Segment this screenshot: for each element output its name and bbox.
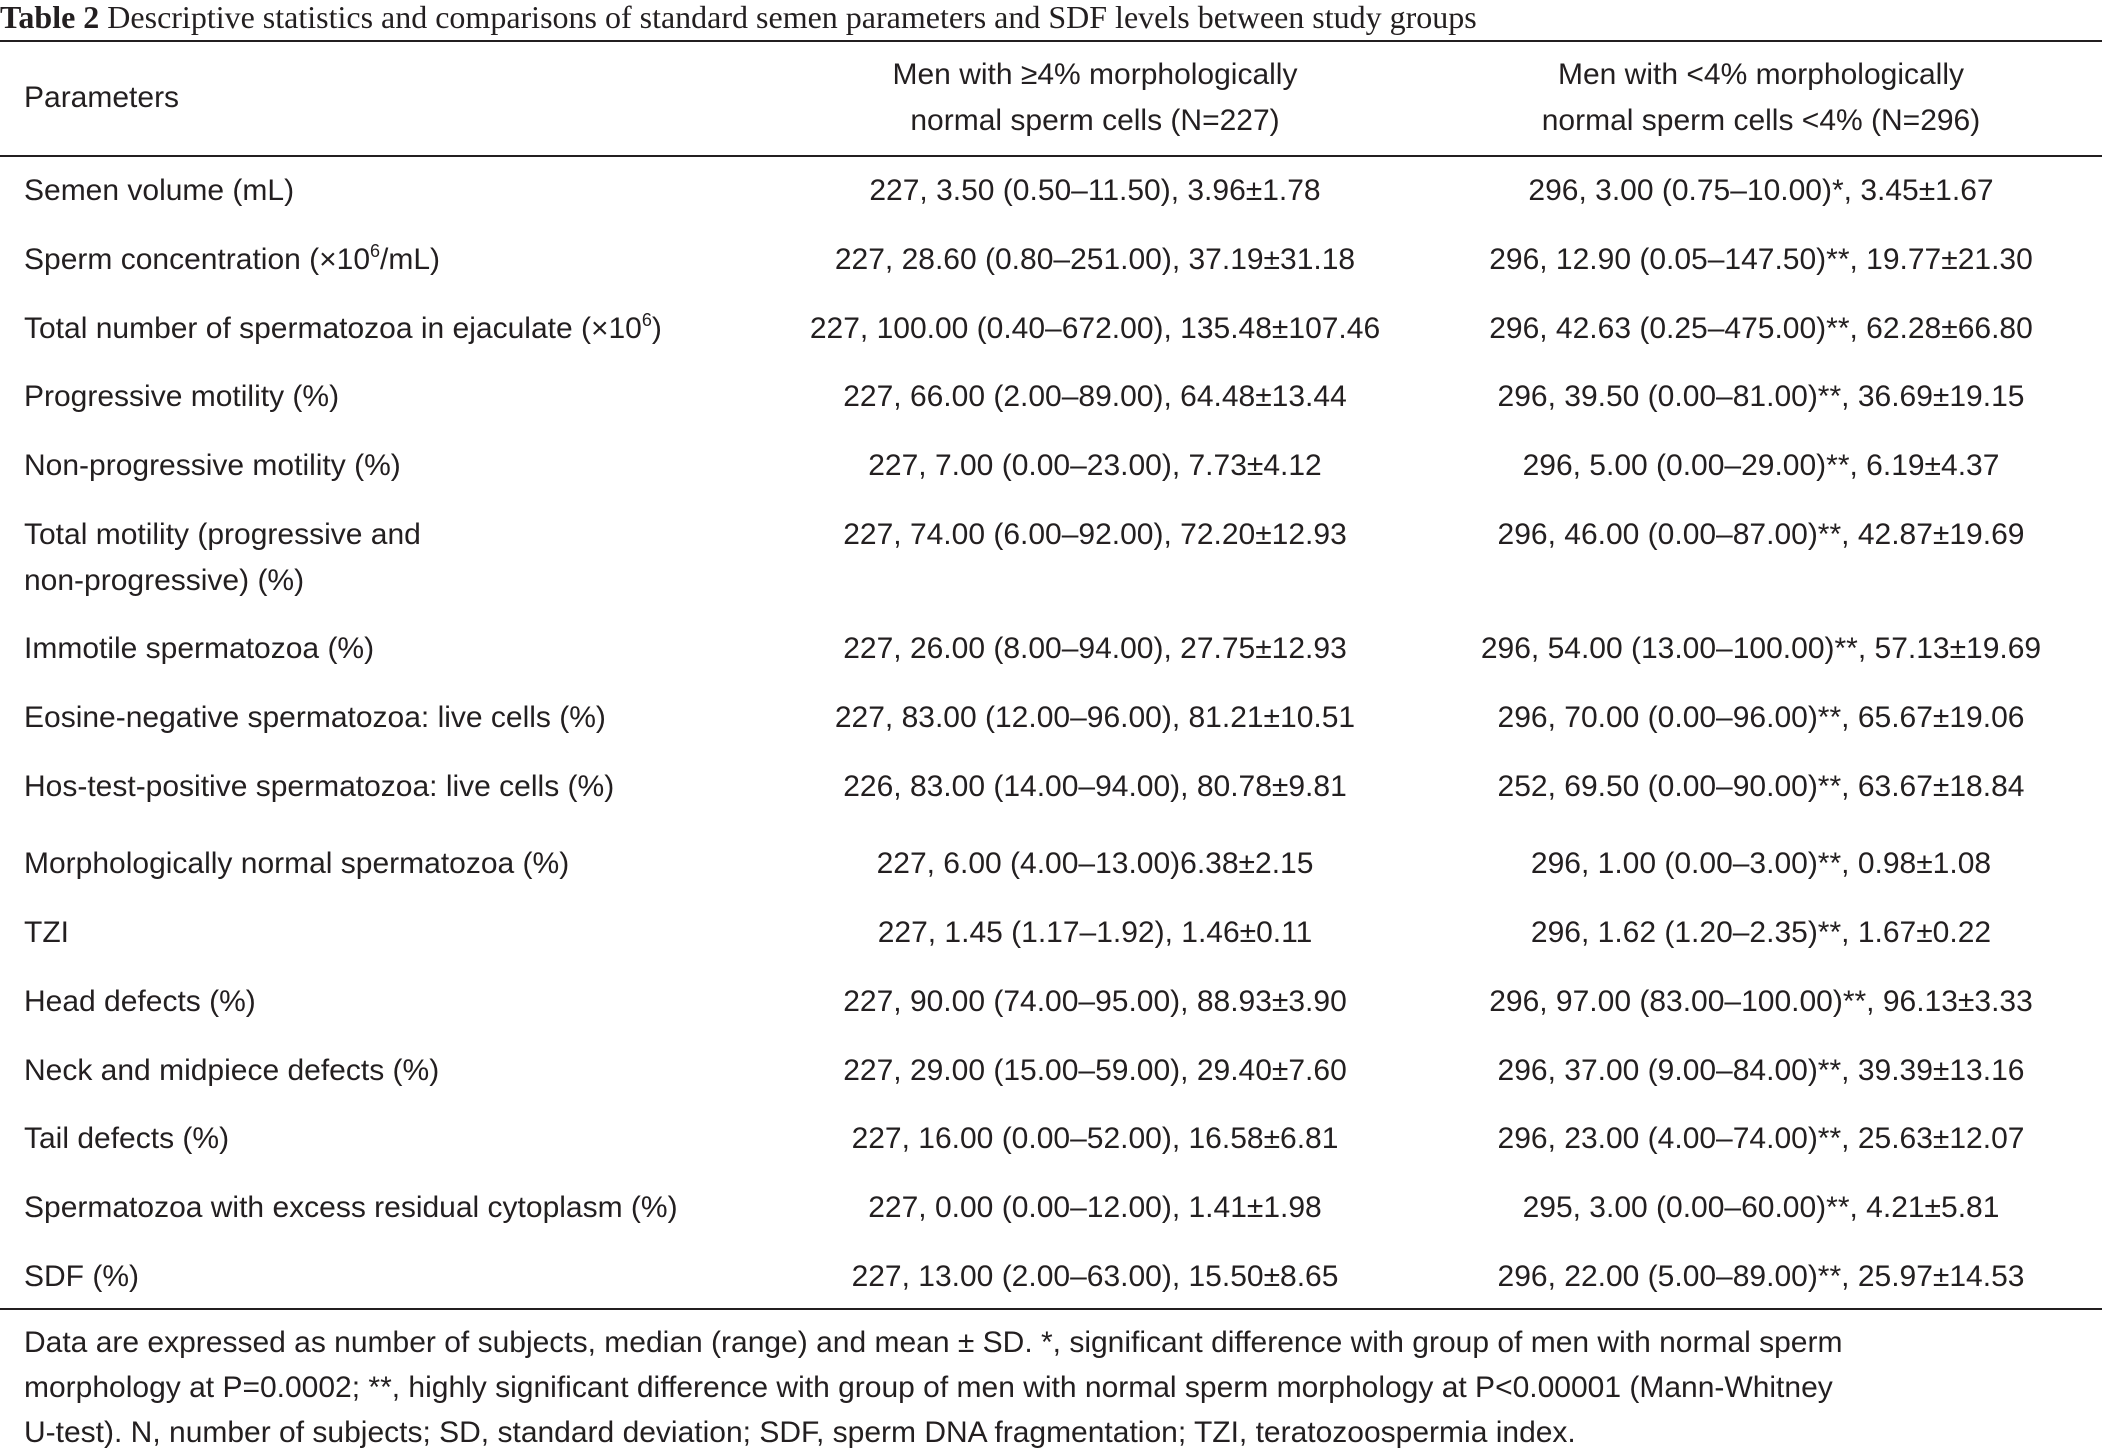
row-parameter: Neck and midpiece defects (%): [24, 1054, 440, 1087]
row-parameter: SDF (%): [24, 1260, 139, 1293]
row-value-abnormal: 296, 37.00 (9.00–84.00)**, 39.39±13.16: [1497, 1054, 2025, 1087]
row-parameter-exponent: 6: [641, 310, 652, 330]
row-parameter: Semen volume (mL): [24, 174, 295, 207]
table-caption-label: Table 2: [0, 0, 100, 35]
row-value-normal: 227, 3.50 (0.50–11.50), 3.96±1.78: [869, 174, 1321, 207]
column-header-parameters: Parameters: [24, 81, 180, 114]
row-value-abnormal: 296, 42.63 (0.25–475.00)**, 62.28±66.80: [1489, 312, 2033, 345]
row-value-normal: 227, 28.60 (0.80–251.00), 37.19±31.18: [834, 243, 1356, 276]
row-parameter-exponent: 6: [370, 241, 381, 261]
row-value-abnormal: 296, 22.00 (5.00–89.00)**, 25.97±14.53: [1497, 1260, 2025, 1293]
row-value-normal: 226, 83.00 (14.00–94.00), 80.78±9.81: [843, 770, 1347, 803]
row-value-abnormal: 296, 23.00 (4.00–74.00)**, 25.63±12.07: [1497, 1122, 2025, 1155]
row-parameter: Spermatozoa with excess residual cytoplasm (%): [24, 1191, 678, 1224]
row-value-normal: 227, 13.00 (2.00–63.00), 15.50±8.65: [851, 1260, 1339, 1293]
row-value-normal: 227, 16.00 (0.00–52.00), 16.58±6.81: [851, 1122, 1339, 1155]
row-value-abnormal: 296, 5.00 (0.00–29.00)**, 6.19±4.37: [1522, 449, 2000, 482]
row-parameter-unit: ): [651, 312, 662, 345]
table-top-rule: [0, 40, 2102, 42]
column-header-normal-group-line1: Men with ≥4% morphologically: [892, 58, 1298, 91]
row-parameter-unit: /mL): [380, 243, 441, 276]
row-value-normal: 227, 29.00 (15.00–59.00), 29.40±7.60: [843, 1054, 1347, 1087]
table-caption: [0, 0, 2102, 40]
table-footnote-line3: U-test). N, number of subjects; SD, standard deviation; SDF, sperm DNA fragmentation; TZI, teratozoospermia index.: [24, 1416, 1576, 1449]
row-value-abnormal: 296, 54.00 (13.00–100.00)**, 57.13±19.69: [1480, 632, 2042, 665]
row-parameter: Morphologically normal spermatozoa (%): [24, 847, 570, 880]
table-footnote: [24, 1320, 2084, 1455]
row-value-abnormal: 296, 39.50 (0.00–81.00)**, 36.69±19.15: [1497, 380, 2025, 413]
row-parameter: Tail defects (%): [24, 1122, 230, 1155]
table-bottom-rule: [0, 1308, 2102, 1310]
row-parameter-line1: Total motility (progressive and: [24, 518, 421, 551]
row-value-normal: 227, 83.00 (12.00–96.00), 81.21±10.51: [834, 701, 1356, 734]
row-value-abnormal: 295, 3.00 (0.00–60.00)**, 4.21±5.81: [1522, 1191, 2000, 1224]
table-caption-text: Descriptive statistics and comparisons of standard semen parameters and SDF levels between study groups: [99, 0, 1477, 35]
row-parameter: Eosine-negative spermatozoa: live cells (%): [24, 701, 606, 734]
row-value-normal: 227, 66.00 (2.00–89.00), 64.48±13.44: [843, 380, 1347, 413]
row-value-normal: 227, 1.45 (1.17–1.92), 1.46±0.11: [877, 916, 1313, 949]
row-parameter: Immotile spermatozoa (%): [24, 632, 375, 665]
table-footnote-line1: Data are expressed as number of subjects, median (range) and mean ± SD. *, significant difference with group of men with normal sperm: [24, 1326, 1843, 1359]
column-header-abnormal-group-line2: normal sperm cells <4% (N=296): [1541, 104, 1981, 137]
table-header-rule: [0, 155, 2102, 157]
column-header-normal-group-line2: normal sperm cells (N=227): [910, 104, 1280, 137]
row-parameter: Non-progressive motility (%): [24, 449, 401, 482]
row-parameter: Head defects (%): [24, 985, 256, 1018]
row-parameter-text: Sperm concentration (×10: [24, 243, 371, 276]
row-parameter: [24, 306, 784, 352]
row-value-normal: 227, 7.00 (0.00–23.00), 7.73±4.12: [868, 449, 1322, 482]
row-value-abnormal: 296, 70.00 (0.00–96.00)**, 65.67±19.06: [1497, 701, 2025, 734]
row-parameter-line2: non-progressive) (%): [24, 564, 305, 597]
column-header-normal-group: [770, 52, 1420, 144]
row-parameter: [24, 512, 784, 604]
row-value-normal: 227, 26.00 (8.00–94.00), 27.75±12.93: [843, 632, 1347, 665]
row-value-normal: 227, 90.00 (74.00–95.00), 88.93±3.90: [843, 985, 1347, 1018]
row-value-normal: 227, 100.00 (0.40–672.00), 135.48±107.46: [809, 312, 1381, 345]
row-value-abnormal: 296, 1.00 (0.00–3.00)**, 0.98±1.08: [1530, 847, 1992, 880]
row-value-abnormal: 296, 3.00 (0.75–10.00)*, 3.45±1.67: [1528, 174, 1994, 207]
row-value-abnormal: 296, 46.00 (0.00–87.00)**, 42.87±19.69: [1497, 518, 2025, 551]
column-header-abnormal-group: [1420, 52, 2102, 144]
column-header-abnormal-group-line1: Men with <4% morphologically: [1557, 58, 1965, 91]
row-parameter: [24, 237, 784, 283]
row-value-normal: 227, 74.00 (6.00–92.00), 72.20±12.93: [843, 518, 1347, 551]
row-value-abnormal: 296, 12.90 (0.05–147.50)**, 19.77±21.30: [1489, 243, 2033, 276]
row-parameter: Progressive motility (%): [24, 380, 340, 413]
row-value-abnormal: 296, 97.00 (83.00–100.00)**, 96.13±3.33: [1489, 985, 2033, 1018]
row-parameter: Hos-test-positive spermatozoa: live cells (%): [24, 770, 615, 803]
table-footnote-line2: morphology at P=0.0002; **, highly significant difference with group of men with normal sperm morphology at P<0.00001 (Mann-Whitney: [24, 1371, 1833, 1404]
row-value-normal: 227, 6.00 (4.00–13.00)6.38±2.15: [876, 847, 1314, 880]
row-parameter: TZI: [24, 916, 69, 949]
row-value-abnormal: 252, 69.50 (0.00–90.00)**, 63.67±18.84: [1497, 770, 2025, 803]
row-parameter-text: Total number of spermatozoa in ejaculate (×10: [24, 312, 642, 345]
row-value-abnormal: 296, 1.62 (1.20–2.35)**, 1.67±0.22: [1530, 916, 1992, 949]
row-value-normal: 227, 0.00 (0.00–12.00), 1.41±1.98: [868, 1191, 1322, 1224]
